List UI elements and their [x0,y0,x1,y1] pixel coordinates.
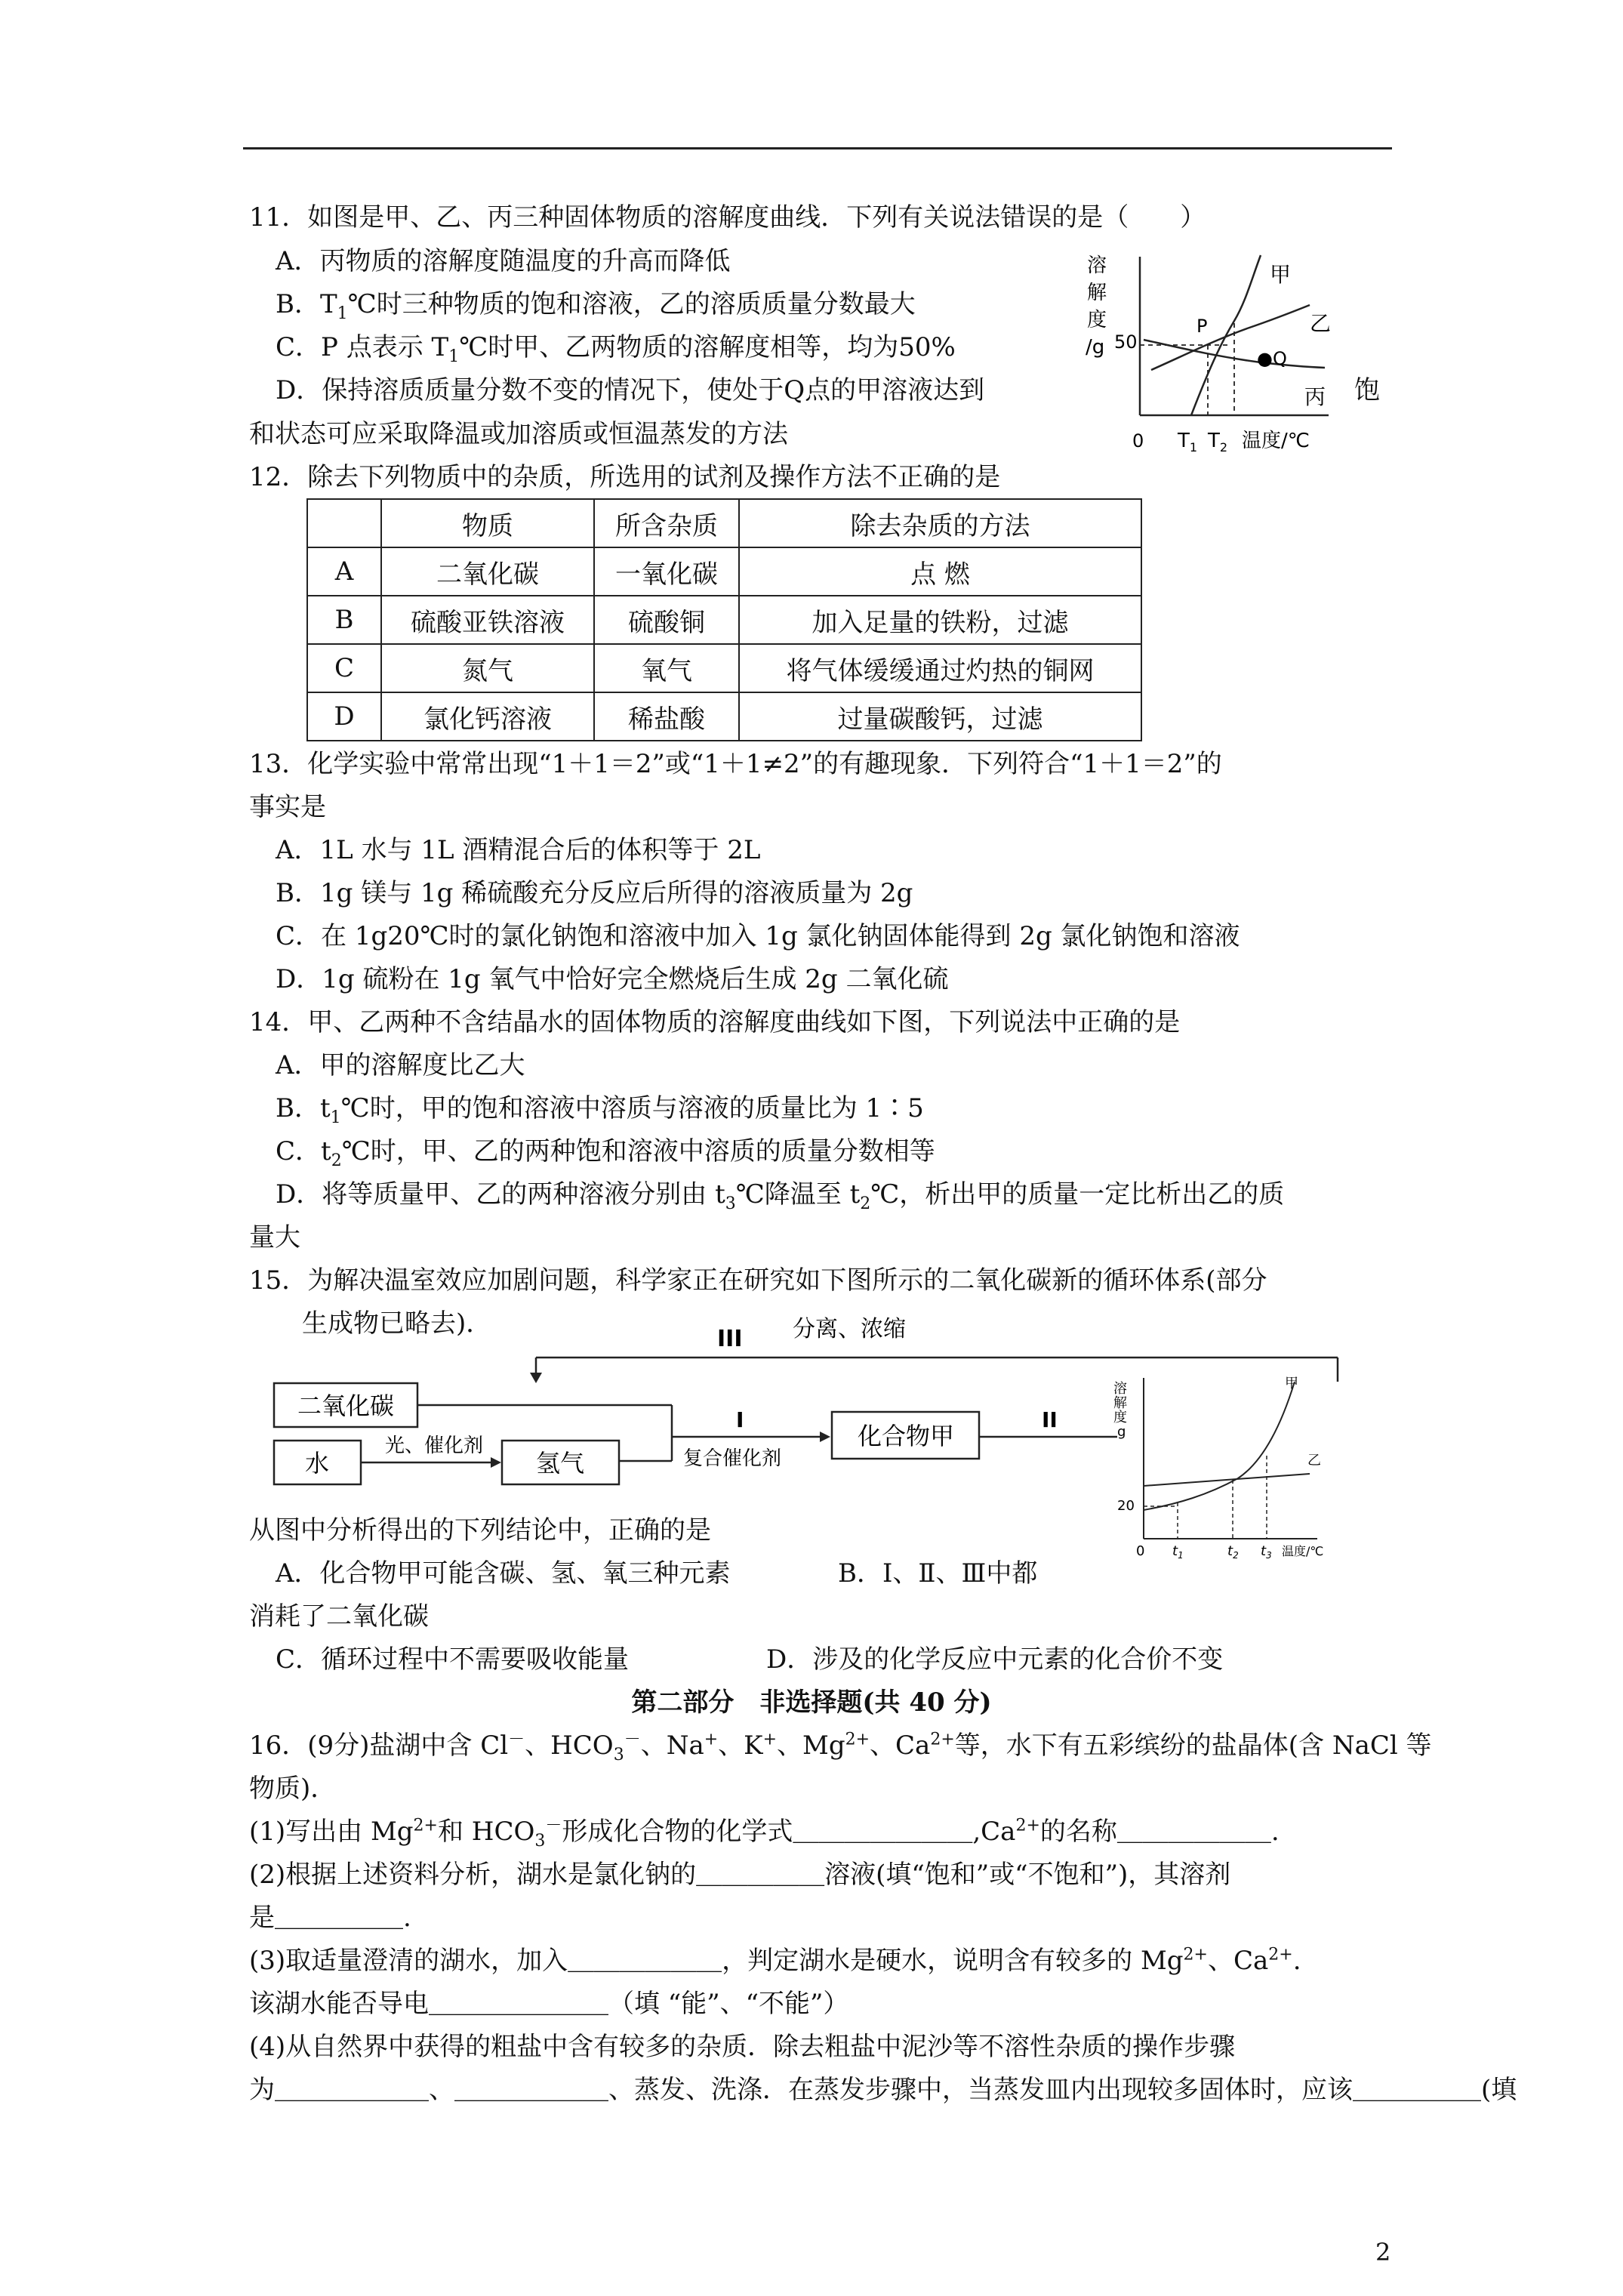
table-cell: 氯化钙溶液 [381,692,594,741]
table-cell: D [307,692,381,741]
q16-stem-line1: 16．(9分)盐湖中含 Cl－、$HCO_3^-$、Na+、K+、$Mg^{2+}$、$Ca^{2+}$等，水下有五彩缤纷的盐晶体(含 NaCl 等 [249,1730,1432,1764]
q11-stem: 11．如图是甲、乙、丙三种固体物质的溶解度曲线．下列有关说法错误的是（ ） [249,202,1206,233]
table-row [307,692,1141,741]
flow-arrow-head-i [820,1432,830,1442]
flow-label-ii: II [1042,1407,1058,1432]
flow-label-iii: III [717,1326,743,1352]
q11-label-yi: 乙 [1310,311,1332,336]
flow-label-separate: 分离、浓缩 [793,1316,906,1342]
table-cell: 氧气 [594,644,739,692]
q11-solubility-graph [1079,249,1397,461]
flow-label-light: 光、催化剂 [385,1435,484,1457]
q15-option-b-cont: 消耗了二氧化碳 [249,1601,429,1632]
flow-arrow-head-co2 [530,1373,542,1383]
table-header-cell: 除去杂质的方法 [739,499,1141,547]
q15-xtick-t2: $t_2$ [1227,1543,1239,1559]
table-cell: B [307,596,381,644]
q16-stem-line2: 物质)． [249,1774,337,1804]
table-cell: 硫酸亚铁溶液 [381,596,594,644]
q14-option-b: B．$t_1℃$时，甲的饱和溶液中溶质与溶液的质量比为 1∶5 [276,1093,924,1127]
q12-stem: 12．除去下列物质中的杂质，所选用的试剂及操作方法不正确的是 [249,462,1001,492]
q11-label-jia: 甲 [1270,262,1292,287]
q16-part2-cont: 是＿＿＿＿＿. [249,1903,411,1933]
q16-part3: (3)取适量澄清的湖水，加入＿＿＿＿＿＿，判定湖水是硬水，说明含有较多的 $Mg^{2+}$、$Ca^{2+}$. [249,1945,1301,1976]
q15-option-d: D．涉及的化学反应中元素的化合价不变 [766,1644,1224,1675]
q15-label-yi: 乙 [1307,1453,1321,1469]
page-number: 2 [1375,2238,1391,2267]
q11-xtick-t1: $T_1$ [1178,430,1198,455]
q13-option-c: C．在 1g20℃时的氯化钠饱和溶液中加入 1g 氯化钠固体能得到 2g 氯化钠饱和溶液 [276,921,1240,951]
q15-option-b: B．Ⅰ、Ⅱ、Ⅲ中都 [838,1558,1038,1589]
q14-option-a: A．甲的溶解度比乙大 [276,1050,525,1080]
table-row [307,596,1141,644]
flow-label-i: I [736,1407,744,1432]
flow-box-h2-label: 氢气 [535,1449,585,1478]
q15-ytick: 20 [1117,1498,1135,1514]
flow-box-co2-label: 二氧化碳 [297,1391,395,1420]
q13-option-b: B．1g 镁与 1g 稀硫酸充分反应后所得的溶液质量为 2g [276,878,913,908]
q11-option-d-tail: 饱 [1354,375,1380,405]
q15-origin: 0 [1136,1543,1145,1559]
part2-heading: 第二部分 非选择题(共 40 分) [631,1687,992,1718]
q13-option-a: A．1L 水与 1L 酒精混合后的体积等于 2L [276,835,761,865]
q11-ytick: 50 [1114,331,1138,353]
table-header-cell [307,499,381,547]
q14-option-d-cont: 量大 [249,1222,300,1253]
table-row [307,644,1141,692]
flow-arrow-head-h2 [491,1457,501,1468]
q11-option-d: D．保持溶质质量分数不变的情况下，使处于Q点的甲溶液达到 [276,375,985,405]
table-cell: 稀盐酸 [594,692,739,741]
q11-origin: 0 [1132,430,1144,451]
q12-table [306,498,1142,741]
q16-part2: (2)根据上述资料分析，湖水是氯化钠的＿＿＿＿＿溶液(填“饱和”或“不饱和”)，其溶剂 [249,1860,1231,1890]
q14-stem: 14．甲、乙两种不含结晶水的固体物质的溶解度曲线如下图，下列说法中正确的是 [249,1007,1181,1037]
q11-xtick-t2: $T_2$ [1208,430,1228,455]
q11-option-b: B．$T_1℃$时三种物质的饱和溶液，乙的溶质质量分数最大 [276,289,916,323]
table-cell: 过量碳酸钙，过滤 [739,692,1141,741]
q14-option-d: D．将等质量甲、乙的两种溶液分别由 $t_3℃$降温至 $t_2℃$，析出甲的质量一定比析出乙的质 [276,1179,1285,1213]
q15-option-a: A．化合物甲可能含碳、氢、氧三种元素 [276,1558,731,1589]
q15-xtick-t3: $t_3$ [1261,1543,1272,1559]
q11-ylabel-4: /g [1086,336,1105,359]
table-cell: 加入足量的铁粉，过滤 [739,596,1141,644]
q15-xlabel: 温度/℃ [1282,1544,1324,1558]
table-cell: A [307,547,381,596]
q15-lead: 从图中分析得出的下列结论中，正确的是 [249,1515,711,1546]
q13-stem-line2: 事实是 [249,792,326,822]
table-cell: 将气体缓缓通过灼热的铜网 [739,644,1141,692]
table-cell: 二氧化碳 [381,547,594,596]
table-cell: 硫酸铜 [594,596,739,644]
q11-label-bing: 丙 [1304,384,1326,409]
q11-option-a: A．丙物质的溶解度随温度的升高而降低 [276,246,731,276]
q15-stem-line1: 15．为解决温室效应加剧问题，科学家正在研究如下图所示的二氧化碳新的循环体系(部分 [249,1265,1267,1296]
q16-part4: (4)从自然界中获得的粗盐中含有较多的杂质．除去粗盐中泥沙等不溶性杂质的操作步骤 [249,2032,1236,2062]
table-cell: 氮气 [381,644,594,692]
table-row [307,547,1141,596]
q15-ylabel-2: 解 [1113,1395,1127,1411]
q15-label-jia: 甲 [1285,1376,1298,1391]
table-cell: 一氧化碳 [594,547,739,596]
q11-xlabel: 温度/℃ [1242,430,1310,452]
flow-label-catalyst: 复合催化剂 [683,1447,782,1470]
q15-ylabel-3: 度 [1113,1410,1127,1425]
q14-option-c: C．$t_2℃$时，甲、乙的两种饱和溶液中溶质的质量分数相等 [276,1136,935,1170]
q16-part1: (1)写出由 $Mg^{2+}$和 $HCO_3^-$形成化合物的化学式$\_\_\_\_\_\_\_,Ca^{2+}$的名称＿＿＿＿＿＿. [249,1816,1280,1851]
flow-box-water-label: 水 [304,1449,330,1478]
q11-option-c: C．P 点表示 $T_1℃$时甲、乙两物质的溶解度相等，均为50% [276,332,956,366]
table-header-cell: 物质 [381,499,594,547]
q16-part4-cont: 为＿＿＿＿＿＿、＿＿＿＿＿＿、蒸发、洗涤．在蒸发步骤中，当蒸发皿内出现较多固体时，应该＿＿＿＿＿(填 [249,2075,1517,2105]
q15-ylabel-4: g [1117,1424,1126,1440]
q15-curve-jia [1144,1382,1295,1510]
q11-point-p: P [1196,316,1208,337]
q11-ylabel-3: 度 [1087,309,1107,331]
q16-part3-cont: 该湖水能否导电＿＿＿＿＿＿＿（填 “能”、“不能”） [249,1989,849,2019]
table-cell: C [307,644,381,692]
q15-xtick-t1: $t_1$ [1172,1543,1184,1559]
q11-ylabel-1: 溶 [1087,254,1107,277]
q11-ylabel-2: 解 [1087,282,1107,304]
q11-option-d-cont: 和状态可应采取降温或加溶质或恒温蒸发的方法 [249,419,788,449]
table-cell: 点 燃 [739,547,1141,596]
header-rule [243,147,1392,149]
q15-solubility-graph [1110,1374,1329,1559]
q13-stem-line1: 13．化学实验中常常出现“1＋1＝2”或“1＋1≠2”的有趣现象．下列符合“1＋1＝2”的 [249,749,1222,779]
table-header-row [307,499,1141,547]
table-header-cell: 所含杂质 [594,499,739,547]
q11-point-q: ●Q [1257,348,1287,369]
q15-option-c: C．循环过程中不需要吸收能量 [276,1644,630,1675]
q13-option-d: D．1g 硫粉在 1g 氧气中恰好完全燃烧后生成 2g 二氧化硫 [276,964,949,994]
flow-box-compound-label: 化合物甲 [857,1422,955,1450]
q15-stem-line2: 生成物已略去)． [302,1308,492,1339]
q15-ylabel-1: 溶 [1113,1381,1127,1397]
